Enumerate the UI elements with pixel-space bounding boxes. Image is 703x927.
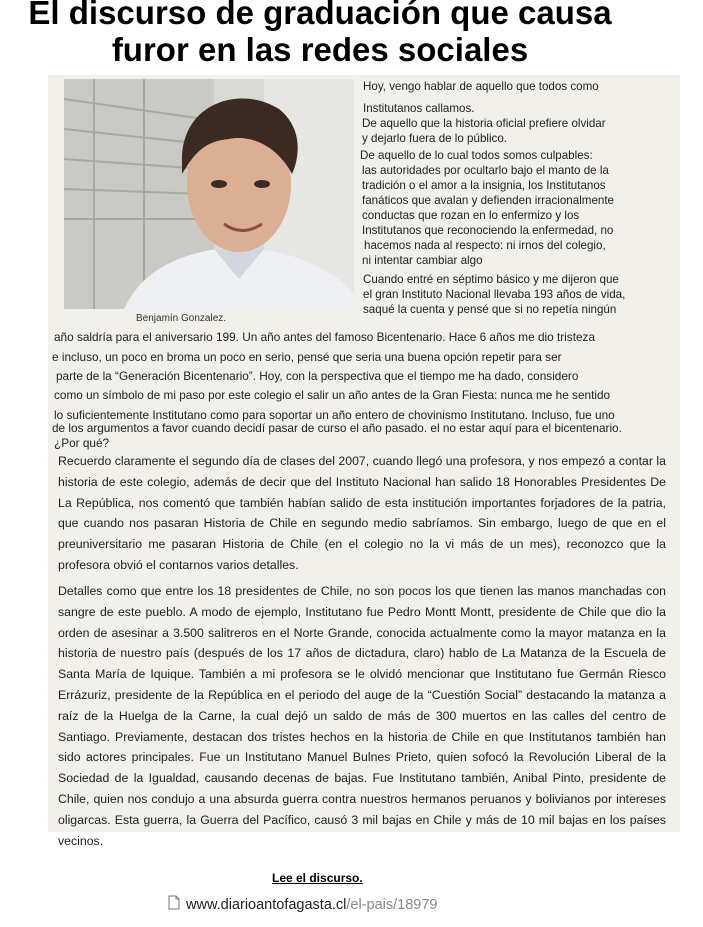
text-line: e incluso, un poco en broma un poco en serio, pensé que seria una buena opción repetir para ser xyxy=(52,350,562,364)
intro-line: De aquello que la historia oficial prefiere olvidar xyxy=(362,117,606,130)
intro-line: saqué la cuenta y pensé que si no repetía ningún xyxy=(363,303,617,316)
text-line: lo suficientemente Institutano como para soportar un año entero de chovinismo Institutano. Incluso, fue uno xyxy=(54,408,615,422)
text-line: de los argumentos a favor cuando decidí pasar de curso el año pasado. el no estar aquí para el bicentenario. xyxy=(52,421,622,435)
intro-line: Hoy, vengo hablar de aquello que todos como xyxy=(363,80,599,93)
intro-line: tradición o el amor a la insignia, los Institutanos xyxy=(362,179,606,192)
intro-line: el gran Instituto Nacional llevaba 193 años de vida, xyxy=(363,288,626,301)
paragraph-detalles: Detalles como que entre los 18 presidentes de Chile, no son pocos los que tienen las manos manchadas con sangre de este pueblo. A modo de ejemplo, Institutano fue Pedro Montt Montt, presidente de Chile que dio la orden de asesinar a 3.500 salitreros en el Norte Grande, conocida actualmente como la mayor matanza en la historia de nuestro país (después de los 17 años de dictadura, claro) hablo de La Matanza de la Escuela de Santa María de Iquique. También a mi profesora se le olvidó mencionar que Institutano fue Germán Riesco Errázuriz, presidente de la República en el periodo del auge de la “Cuestión Social” destacando la matanza a raíz de la Huelga de la Carne, la cual dejó un saldo de más de 300 muertos en las calles del centro de Santiago. Previamente, destacan dos tristes hechos en la historia de Chile en que Institutanos también han sido actores principales. Fue un Institutano Manuel Bulnes Prieto, quien sofocó la Revolución Liberal de la Sociedad de la Igualdad, causando decenas de bajas. Fue Institutano también, Anibal Pinto, presidente de Chile, quien nos condujo a una absurda guerra contra nuestros hermanos peruanos y bolivianos por intereses oligarcas. Esta guerra, la Guerra del Pacífico, causó 3 mil bajas en Chile y más de 10 mil bajas en los países vecinos. xyxy=(58,584,666,848)
text-line: año saldría para el aniversario 199. Un año antes del famoso Bicentenario. Hace 6 años me dio tristeza xyxy=(54,330,596,344)
intro-line: Cuando entré en séptimo básico y me dijeron que xyxy=(363,273,619,286)
photo-caption: Benjamín Gonzalez. xyxy=(136,313,227,324)
text-line: parte de la “Generación Bicentenario”. Hoy, con la perspectiva que el tiempo me ha dado, considero xyxy=(56,369,579,383)
read-speech-link[interactable]: Lee el discurso. xyxy=(272,871,363,885)
text-line: ¿Por qué? xyxy=(54,436,110,450)
portrait-photo xyxy=(64,79,354,309)
headline xyxy=(0,0,640,68)
intro-line: las autoridades por ocultarlo bajo el manto de la xyxy=(362,164,609,177)
paragraph-recuerdo: Recuerdo claramente el segundo día de clases del 2007, cuando llegó una profesora, y nos empezó a contar la historia de este colegio, además de decir que del Instituto Nacional han salido 18 Honorables Presidentes De La República, nos comentó que también habían salido de esta institución importantes forjadores de la patria, que cuando nos pasaran Historia de Chile en segundo medio sabríamos. Sin embargo, luego de que en el preuniversitario me pasaran Historia de Chile (en el colegio no la vi más de un mes), reconozco que la profesora obvió el contarnos varios detalles. xyxy=(58,454,666,572)
intro-line: hacemos nada al respecto: ni irnos del colegio, xyxy=(364,239,606,252)
page-icon xyxy=(168,895,180,914)
text-line: como un símbolo de mi paso por este colegio el salir un año antes de la Gran Fiesta: nunca me he sentido xyxy=(54,388,611,402)
intro-line: Institutanos que reconociendo la enfermedad, no xyxy=(362,224,614,237)
intro-line: y dejarlo fuera de lo público. xyxy=(362,132,508,145)
source-domain: www.diarioantofagasta.cl xyxy=(186,896,347,913)
source-url[interactable] xyxy=(168,895,438,914)
headline-line-2: furor en las redes sociales xyxy=(111,31,529,68)
intro-line: conductas que rozan en lo enfermizo y los xyxy=(362,209,580,222)
portrait-illustration xyxy=(64,79,354,309)
intro-line: ni intentar cambiar algo xyxy=(362,254,483,267)
source-path: /el-pais/18979 xyxy=(346,896,438,913)
intro-line: Institutanos callamos. xyxy=(363,102,475,115)
headline-line-1: El discurso de graduación que causa xyxy=(28,0,612,31)
intro-line: fanáticos que avalan y defienden irracionalmente xyxy=(362,194,615,207)
intro-line: De aquello de lo cual todos somos culpables: xyxy=(360,149,593,162)
